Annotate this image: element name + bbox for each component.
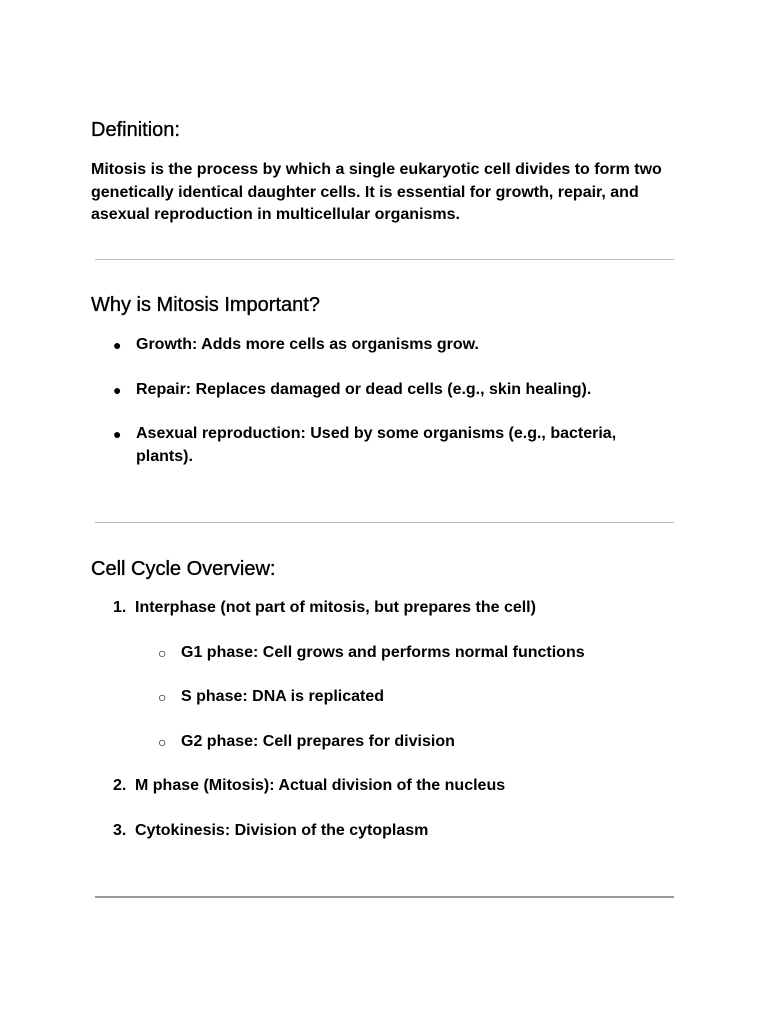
list-item-text: Repair: Replaces damaged or dead cells (e.g., skin healing). [136, 381, 592, 398]
step-number: 2. [113, 777, 127, 794]
definition-heading: Definition: [91, 119, 180, 141]
list-item [113, 334, 633, 357]
bullet-marker: ● [113, 382, 122, 398]
bullet-marker: ● [113, 337, 122, 353]
list-item-text: Interphase (not part of mitosis, but prepares the cell) [135, 599, 536, 616]
sub-list-item-text: G2 phase: Cell prepares for division [181, 733, 455, 750]
cell-cycle-heading: Cell Cycle Overview: [91, 558, 276, 580]
sub-list-item [158, 686, 678, 709]
circle-bullet-marker: ○ [158, 734, 167, 750]
importance-heading: Why is Mitosis Important? [91, 294, 320, 316]
sub-list-item-text: G1 phase: Cell grows and performs normal functions [181, 644, 585, 661]
section-divider [95, 896, 674, 898]
list-item-text: Asexual reproduction: Used by some organisms (e.g., bacteria, plants). [136, 425, 617, 465]
list-item-text: M phase (Mitosis): Actual division of the nucleus [135, 777, 506, 794]
sub-list-item [158, 642, 678, 665]
step-number: 1. [113, 599, 127, 616]
circle-bullet-marker: ○ [158, 645, 167, 661]
list-item [113, 775, 673, 798]
list-item-text: Cytokinesis: Division of the cytoplasm [135, 822, 429, 839]
list-item [113, 597, 673, 620]
section-divider [95, 259, 674, 260]
bullet-marker: ● [113, 426, 122, 442]
definition-text: Mitosis is the process by which a single eukaryotic cell divides to form two genetically identical daughter cells. It is essential for growth, repair, and asexual reproduction in multicellular organisms. [91, 161, 662, 223]
sub-list-item [158, 731, 678, 754]
section-divider [95, 522, 674, 523]
list-item [113, 379, 633, 402]
sub-list-item-text: S phase: DNA is replicated [181, 688, 385, 705]
list-item [113, 820, 673, 843]
step-number: 3. [113, 822, 127, 839]
circle-bullet-marker: ○ [158, 689, 167, 705]
list-item [113, 423, 633, 468]
list-item-text: Growth: Adds more cells as organisms grow. [136, 336, 479, 353]
